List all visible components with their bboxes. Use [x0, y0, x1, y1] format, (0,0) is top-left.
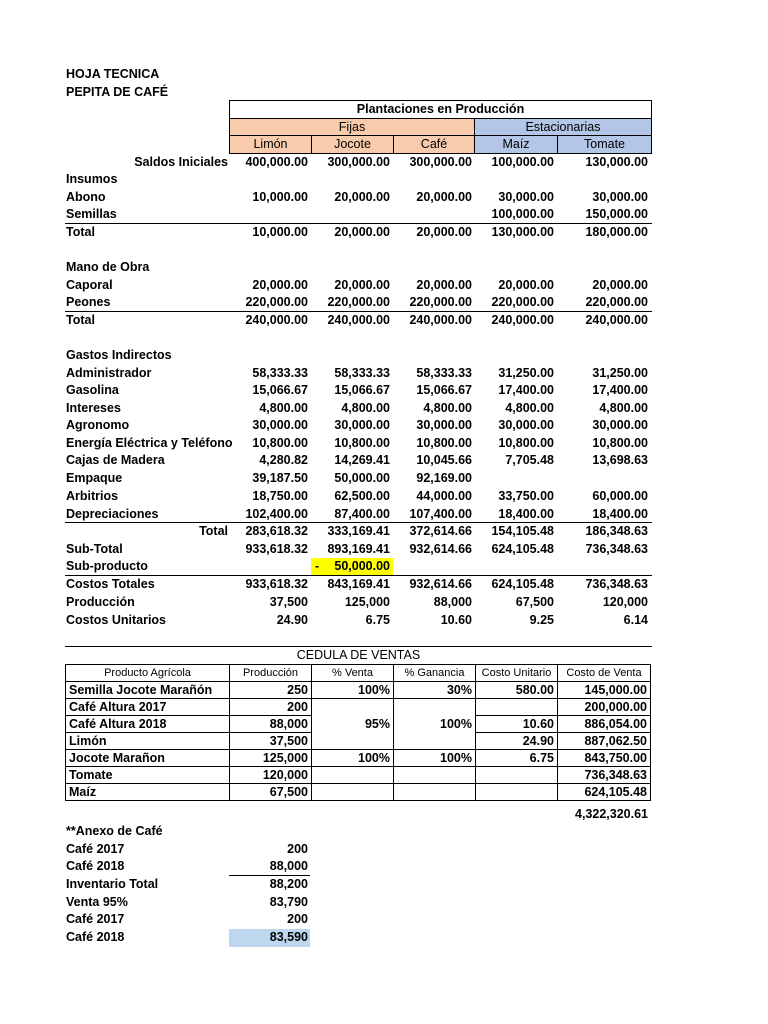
table-row: Maíz 67,500 624,105.48	[66, 784, 651, 801]
costos-unitarios-row: Costos Unitarios 24.90 6.75 10.60 9.25 6.14	[66, 613, 648, 627]
cedula-title: CEDULA DE VENTAS	[296, 648, 421, 662]
col-header-maiz: Maíz	[474, 135, 558, 154]
header-venta: % Venta	[312, 665, 394, 682]
gastos-total: Total 283,618.32 333,169.41 372,614.66 154,105.48 186,348.63	[199, 524, 648, 538]
table-row: Semilla Jocote Marañón 250 100% 30% 580.00 145,000.00	[66, 682, 651, 699]
anexo-row: Café 2017 200	[66, 912, 308, 926]
header-produccion: Producción	[230, 665, 312, 682]
header-ganancia: % Ganancia	[394, 665, 476, 682]
gastos-row: Arbitrios 18,750.00 62,500.00 44,000.00 33,750.00 60,000.00	[66, 489, 648, 503]
costos-totales-row: Costos Totales 933,618.32 843,169.41 932,614.66 624,105.48 736,348.63	[66, 577, 648, 591]
gastos-row: Gasolina 15,066.67 15,066.67 15,066.67 17,400.00 17,400.00	[66, 383, 648, 397]
insumos-row-semillas: Semillas 100,000.00 150,000.00	[66, 207, 648, 221]
table-row: Jocote Marañon 125,000 100% 100% 6.75 843,750.00	[66, 750, 651, 767]
header-costo-venta: Costo de Venta	[558, 665, 651, 682]
header-fijas: Fijas	[229, 118, 475, 136]
gastos-row: Cajas de Madera 4,280.82 14,269.41 10,045.66 7,705.48 13,698.63	[66, 453, 648, 467]
gastos-row: Intereses 4,800.00 4,800.00 4,800.00 4,800.00 4,800.00	[66, 401, 648, 415]
table-row: Café Altura 2017 200 95% 100% 200,000.00	[66, 699, 651, 716]
anexo-row: Venta 95% 83,790	[66, 895, 308, 909]
header-costo-unitario: Costo Unitario	[476, 665, 558, 682]
insumos-row-abono: Abono 10,000.00 20,000.00 20,000.00 30,000.00 30,000.00	[66, 190, 648, 204]
header-producto: Producto Agrícola	[66, 665, 230, 682]
anexo-title: **Anexo de Café	[66, 824, 163, 838]
anexo-row: Inventario Total 88,200	[66, 877, 308, 891]
gastos-row: Empaque 39,187.50 50,000.00 92,169.00	[66, 471, 472, 485]
produccion-row: Producción 37,500 125,000 88,000 67,500 120,000	[66, 595, 648, 609]
col-header-tomate: Tomate	[557, 135, 652, 154]
header-plantaciones: Plantaciones en Producción	[229, 100, 652, 119]
mano-total: Total 240,000.00 240,000.00 240,000.00 240,000.00 240,000.00	[66, 313, 648, 327]
gastos-row: Energía Eléctrica y Teléfono 10,800.00 10,800.00 10,800.00 10,800.00 10,800.00	[66, 436, 648, 450]
saldos-row: Saldos Iniciales 400,000.00 300,000.00 300,000.00 100,000.00 130,000.00	[134, 155, 648, 169]
sales-header-row	[66, 665, 651, 682]
cedula-grand-total: 4,322,320.61	[575, 807, 648, 821]
mano-row-peones: Peones 220,000.00 220,000.00 220,000.00 220,000.00 220,000.00	[66, 295, 648, 309]
anexo-row: Café 2017 200	[66, 842, 308, 856]
sales-table	[65, 664, 651, 801]
insumos-total: Total 10,000.00 20,000.00 20,000.00 130,000.00 180,000.00	[66, 225, 648, 239]
anexo-row: Café 2018 88,000	[66, 859, 308, 873]
subtotal-row: Sub-Total 933,618.32 893,169.41 932,614.66 624,105.48 736,348.63	[66, 542, 648, 556]
sheet-title: HOJA TECNICA	[66, 67, 160, 81]
table-row: Limón 37,500 24.90 887,062.50	[66, 733, 651, 750]
sheet-subtitle: PEPITA DE CAFÉ	[66, 85, 169, 99]
insumos-title: Insumos	[66, 172, 118, 186]
gastos-title: Gastos Indirectos	[66, 348, 172, 362]
header-estacionarias: Estacionarias	[474, 118, 652, 136]
gastos-row: Depreciaciones 102,400.00 87,400.00 107,400.00 18,400.00 18,400.00	[66, 507, 648, 521]
anexo-row-highlight: Café 2018 83,590	[0, 929, 768, 946]
gastos-row: Agronomo 30,000.00 30,000.00 30,000.00 30,000.00 30,000.00	[66, 418, 648, 432]
table-row: Café Altura 2018 88,000 10.60 886,054.00	[66, 716, 651, 733]
table-row: Tomate 120,000 736,348.63	[66, 767, 651, 784]
subproducto-row: Sub-producto - 50,000.00	[0, 558, 768, 575]
col-header-cafe: Café	[393, 135, 475, 154]
mano-title: Mano de Obra	[66, 260, 150, 274]
col-header-jocote: Jocote	[311, 135, 394, 154]
col-header-limon: Limón	[229, 135, 312, 154]
mano-row-caporal: Caporal 20,000.00 20,000.00 20,000.00 20,000.00 20,000.00	[66, 278, 648, 292]
gastos-row: Administrador 58,333.33 58,333.33 58,333.33 31,250.00 31,250.00	[66, 366, 648, 380]
